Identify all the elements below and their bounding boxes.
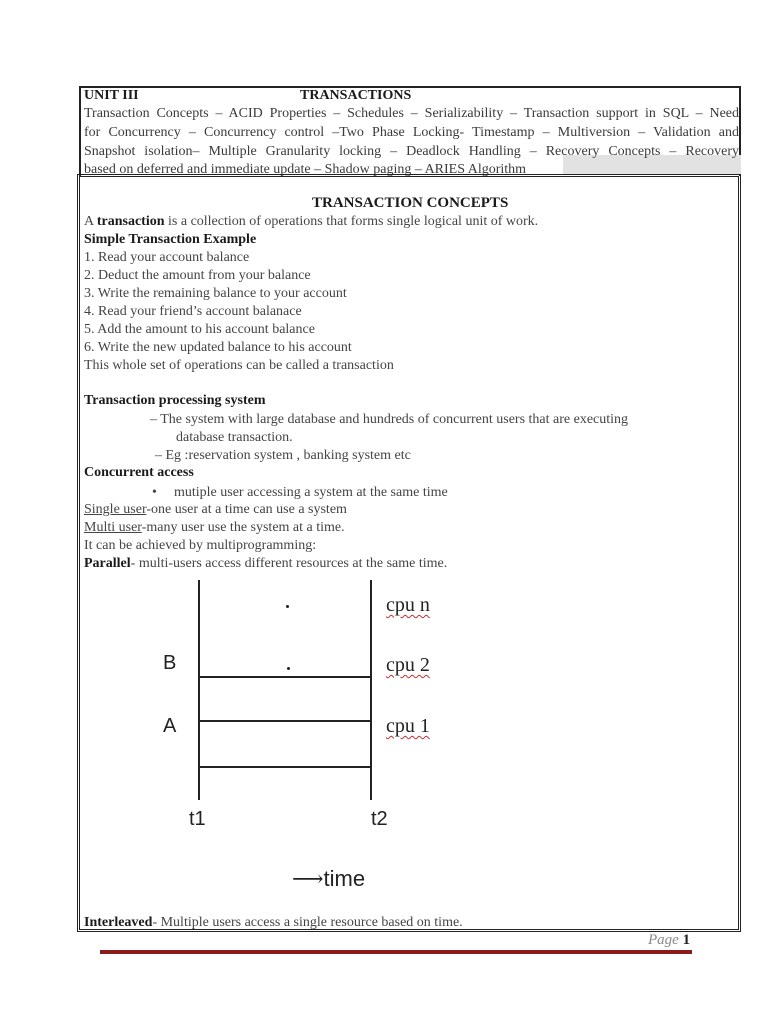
page-indicator: [648, 932, 690, 949]
interleaved-term: Interleaved: [84, 915, 153, 930]
cpu-2-bar: [199, 676, 371, 678]
summary-line: This whole set of operations can be called a transaction: [84, 358, 394, 373]
step-5: 5. Add the amount to his account balance: [84, 322, 315, 337]
example-heading: Simple Transaction Example: [84, 232, 257, 247]
single-user-rest: -one user at a time can use a system: [146, 502, 347, 517]
ellipsis-dot-2: [287, 667, 290, 670]
bullet-item: [152, 484, 448, 502]
definition-term: transaction: [96, 214, 165, 229]
footer-rule: [100, 950, 692, 954]
definition-prefix: A: [84, 214, 97, 229]
unit-label: UNIT III: [84, 88, 139, 103]
parallel-term: Parallel: [84, 556, 131, 571]
time-label: time: [323, 866, 366, 891]
syllabus-line-3: Snapshot isolation– Multiple Granularity locking – Deadlock Handling – Recovery Concepts – Recovery: [84, 144, 739, 159]
cpu-n-label: cpu n: [386, 594, 430, 616]
syllabus-line-2: for Concurrency – Concurrency control –Two Phase Locking- Timestamp – Multiversion – Validation and: [84, 125, 739, 140]
bullet-icon: •: [152, 485, 157, 500]
row-label-a: A: [163, 715, 177, 737]
interleaved-line: [84, 914, 463, 932]
tps-line-3: – Eg :reservation system , banking system etc: [155, 448, 411, 463]
syllabus-line-4: based on deferred and immediate update – Shadow paging – ARIES Algorithm: [84, 162, 527, 177]
syllabus-line-1: Transaction Concepts – ACID Properties – Schedules – Serializability – Transaction support in SQL – Need: [84, 106, 739, 121]
baseline-bar: [199, 766, 371, 768]
step-2: 2. Deduct the amount from your balance: [84, 268, 311, 283]
step-3: 3. Write the remaining balance to your account: [84, 286, 347, 301]
page-number: 1: [682, 932, 691, 948]
cpu-1-bar: [199, 720, 371, 722]
multi-user-line: [84, 519, 345, 537]
time-axis-caption: [292, 866, 365, 892]
single-user-line: [84, 501, 347, 519]
multiprogramming-line: It can be achieved by multiprogramming:: [84, 538, 317, 553]
definition-rest: is a collection of operations that forms single logical unit of work.: [164, 214, 539, 229]
tps-line-2: database transaction.: [176, 430, 293, 445]
step-1: 1. Read your account balance: [84, 250, 250, 265]
ellipsis-dot-1: [286, 605, 289, 608]
tps-line-1: – The system with large database and hundreds of concurrent users that are executing: [150, 412, 629, 427]
parallel-rest: - multi-users access different resources at the same time.: [130, 556, 448, 571]
step-6: 6. Write the new updated balance to his account: [84, 340, 352, 355]
page-label: Page: [648, 932, 679, 948]
step-4: 4. Read your friend’s account balanace: [84, 304, 302, 319]
definition-line: [84, 213, 538, 231]
bullet-text: mutiple user accessing a system at the same time: [174, 485, 448, 500]
cpu-1-label: cpu 1: [386, 715, 430, 737]
multi-user-term: Multi user: [84, 520, 142, 535]
tps-heading: Transaction processing system: [84, 393, 266, 408]
concurrent-heading: Concurrent access: [84, 465, 194, 480]
time-arrow-icon: ⟶: [292, 866, 324, 891]
row-label-b: B: [163, 652, 177, 674]
interleaved-rest: - Multiple users access a single resource based on time.: [152, 915, 463, 930]
multi-user-rest: -many user use the system at a time.: [141, 520, 345, 535]
single-user-term: Single user: [84, 502, 147, 517]
cpu-2-label: cpu 2: [386, 654, 430, 676]
t2-label: t2: [371, 808, 388, 830]
unit-title: TRANSACTIONS: [300, 88, 412, 103]
parallel-line: [84, 555, 447, 573]
section-heading: TRANSACTION CONCEPTS: [312, 195, 509, 211]
t1-label: t1: [189, 808, 206, 830]
